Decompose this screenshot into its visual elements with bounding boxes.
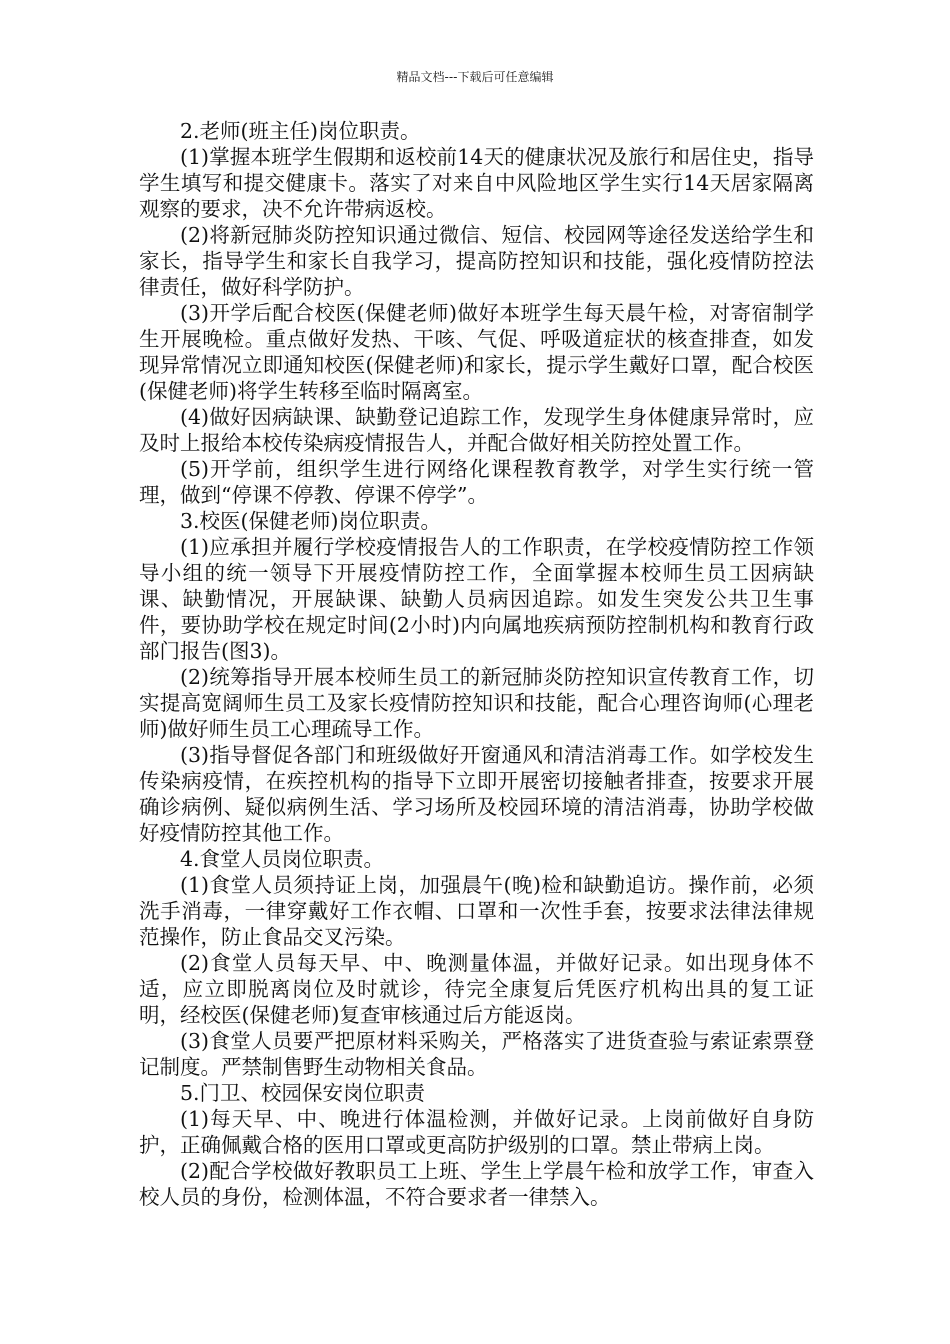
section-heading: 5.门卫、校园保安岗位职责 — [180, 1081, 426, 1105]
paragraph: (5)开学前，组织学生进行网络化课程教育教学，对学生实行统一管理，做到“停课不停教、停课不停学”。 — [139, 457, 814, 507]
paragraph: (4)做好因病缺课、缺勤登记追踪工作，发现学生身体健康异常时，应及时上报给本校传染病疫情报告人，并配合做好相关防控处置工作。 — [139, 405, 814, 455]
paragraph: (1)应承担并履行学校疫情报告人的工作职责，在学校疫情防控工作领导小组的统一领导下开展疫情防控工作，全面掌握本校师生员工因病缺课、缺勤情况，开展缺课、缺勤人员病因追踪。如发生突发公共卫生事件，要协助学校在规定时间(2小时)内向属地疾病预防控制机构和教育行政部门报告(图3)。 — [139, 535, 814, 663]
paragraph: (2)将新冠肺炎防控知识通过微信、短信、校园网等途径发送给学生和家长，指导学生和家长自我学习，提高防控知识和技能，强化疫情防控法律责任，做好科学防护。 — [139, 223, 814, 299]
document-body — [139, 118, 814, 1210]
paragraph: (1)食堂人员须持证上岗，加强晨午(晚)检和缺勤追访。操作前，必须洗手消毒，一律穿戴好工作衣帽、口罩和一次性手套，按要求法律法律规范操作，防止食品交叉污染。 — [139, 873, 814, 949]
paragraph: (3)食堂人员要严把原材料采购关，严格落实了进货查验与索证索票登记制度。严禁制售野生动物相关食品。 — [139, 1029, 814, 1079]
section-heading: 3.校医(保健老师)岗位职责。 — [180, 509, 442, 533]
paragraph: (3)指导督促各部门和班级做好开窗通风和清洁消毒工作。如学校发生传染病疫情，在疾控机构的指导下立即开展密切接触者排查，按要求开展确诊病例、疑似病例生活、学习场所及校园环境的清洁消毒，协助学校做好疫情防控其他工作。 — [139, 743, 814, 845]
section-heading: 2.老师(班主任)岗位职责。 — [180, 119, 421, 143]
section-heading: 4.食堂人员岗位职责。 — [180, 847, 385, 871]
page-header: 精品文档---下载后可任意编辑 — [396, 70, 554, 84]
paragraph: (1)每天早、中、晚进行体温检测，并做好记录。上岗前做好自身防护，正确佩戴合格的医用口罩或更高防护级别的口罩。禁止带病上岗。 — [139, 1107, 814, 1157]
paragraph: (2)食堂人员每天早、中、晚测量体温，并做好记录。如出现身体不适，应立即脱离岗位及时就诊，待完全康复后凭医疗机构出具的复工证明，经校医(保健老师)复查审核通过后方能返岗。 — [139, 951, 814, 1027]
paragraph: (2)配合学校做好教职员工上班、学生上学晨午检和放学工作，审查入校人员的身份，检测体温，不符合要求者一律禁入。 — [139, 1159, 814, 1209]
paragraph: (1)掌握本班学生假期和返校前14天的健康状况及旅行和居住史，指导学生填写和提交健康卡。落实了对来自中风险地区学生实行14天居家隔离观察的要求，决不允许带病返校。 — [139, 145, 814, 221]
paragraph: (2)统筹指导开展本校师生员工的新冠肺炎防控知识宣传教育工作，切实提高宽阔师生员工及家长疫情防控知识和技能，配合心理咨询师(心理老师)做好师生员工心理疏导工作。 — [139, 665, 814, 741]
paragraph: (3)开学后配合校医(保健老师)做好本班学生每天晨午检，对寄宿制学生开展晚检。重点做好发热、干咳、气促、呼吸道症状的核查排查，如发现异常情况立即通知校医(保健老师)和家长，提示学生戴好口罩，配合校医(保健老师)将学生转移至临时隔离室。 — [139, 301, 814, 403]
